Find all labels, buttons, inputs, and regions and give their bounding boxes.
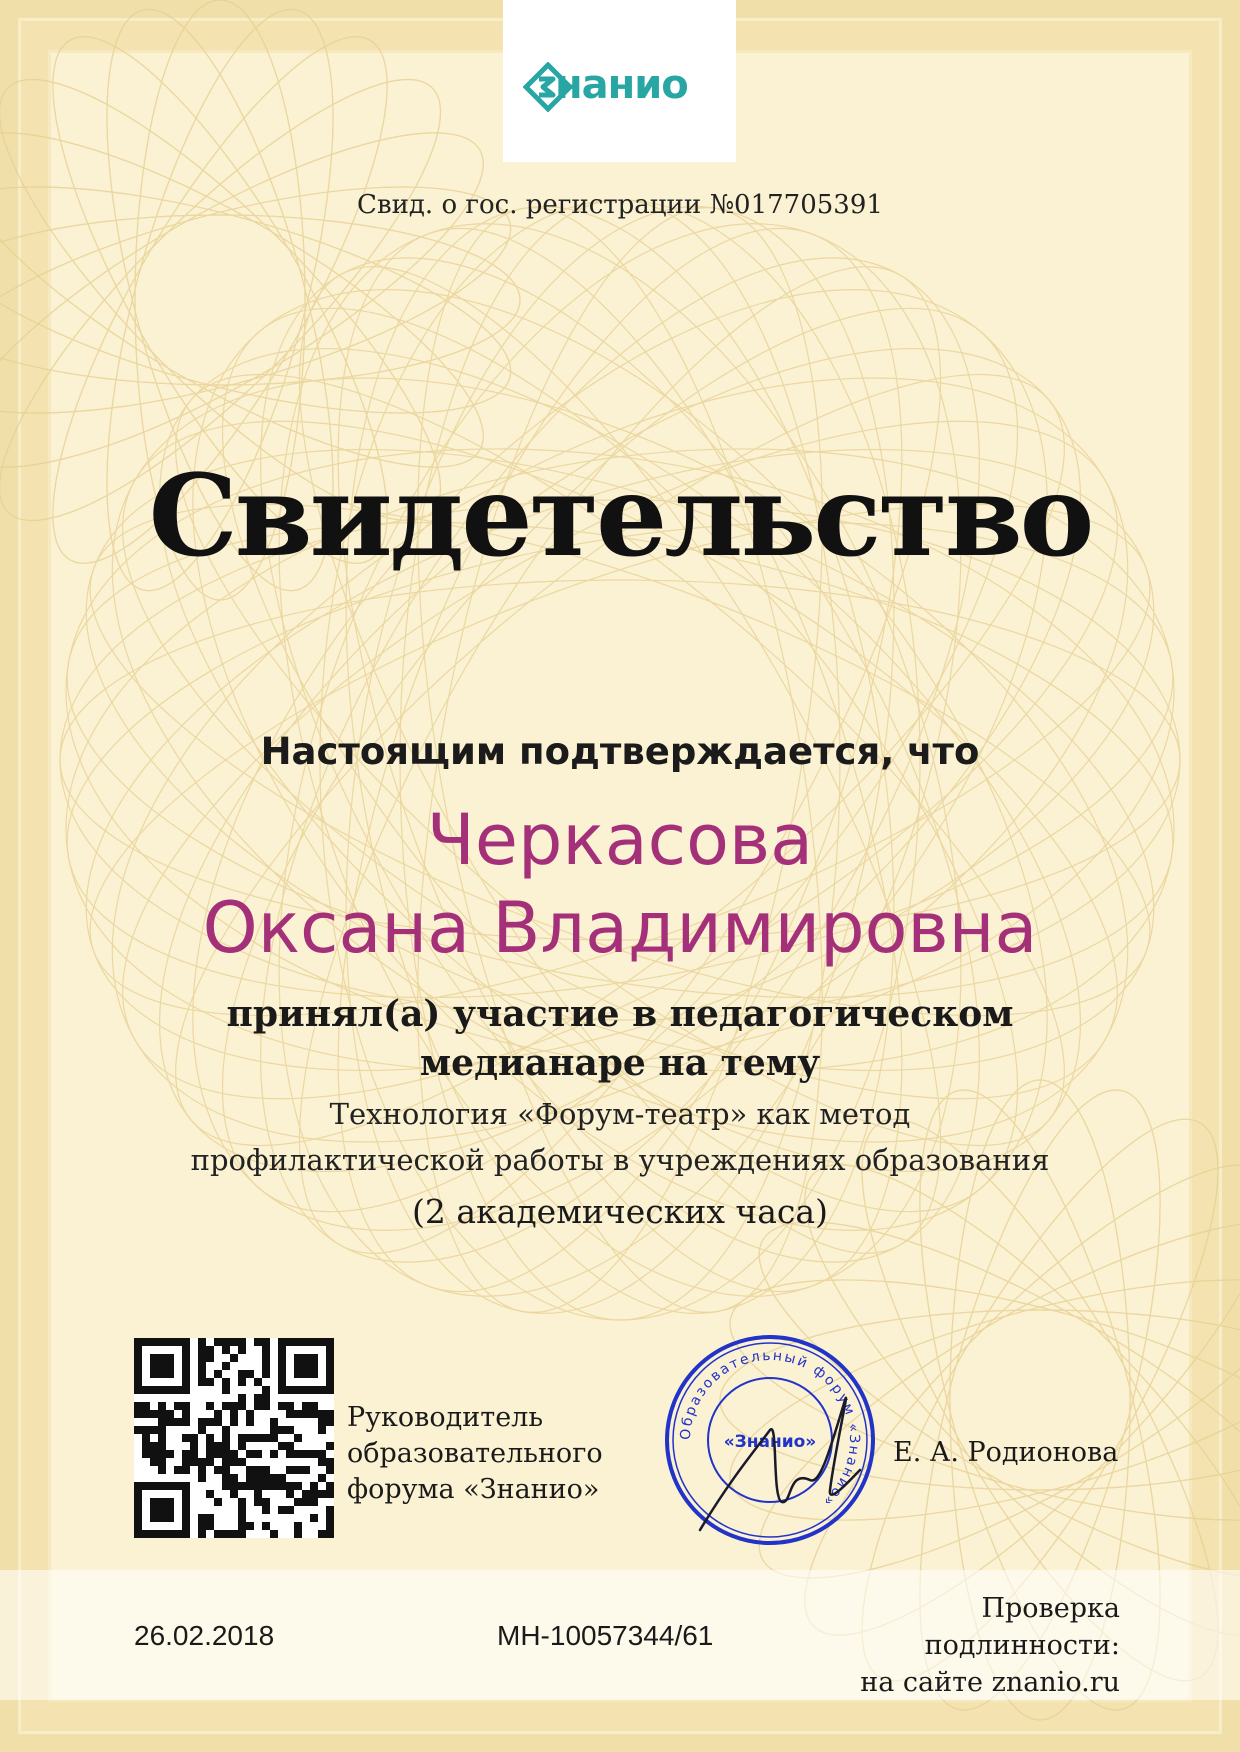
logo-text: нанио <box>555 62 688 108</box>
verification-note <box>790 1590 1120 1701</box>
verification-line: Проверка <box>981 1593 1120 1624</box>
academic-hours: (2 академических часа) <box>412 1192 828 1231</box>
confirmation-text: Настоящим подтверждается, что <box>260 730 980 773</box>
verification-line: на сайте znanio.ru <box>860 1667 1120 1698</box>
recipient-surname: Черкасова <box>426 799 814 881</box>
topic-line-2: профилактической работы в учреждениях образования <box>190 1143 1050 1177</box>
verification-line: подлинности: <box>924 1630 1120 1661</box>
participation-line-2: медианаре на тему <box>419 1042 821 1084</box>
qr-code-icon <box>134 1338 334 1538</box>
head-role-line: форума «Знанио» <box>347 1474 600 1505</box>
official-stamp <box>660 1330 880 1550</box>
recipient-given-names: Оксана Владимировна <box>202 887 1038 969</box>
head-role-line: Руководитель <box>347 1402 544 1433</box>
certificate-title: Свидетельство <box>148 451 1092 582</box>
head-role-line: образовательного <box>347 1438 603 1469</box>
head-name: Е. А. Родионова <box>893 1437 1119 1468</box>
stamp-center-text: «Знанио» <box>723 1432 817 1452</box>
certificate-code: МН-10057344/61 <box>497 1620 714 1651</box>
stamp-outer-text: Образовательный форум «Знанио» <box>677 1347 863 1511</box>
participation-line-1: принял(а) участие в педагогическом <box>226 993 1014 1035</box>
head-role <box>347 1400 603 1508</box>
topic-line-1: Технология «Форум-театр» как метод <box>329 1097 911 1131</box>
registration-number: Свид. о гос. регистрации №017705391 <box>357 190 883 220</box>
logo <box>503 0 736 162</box>
issue-date: 26.02.2018 <box>134 1620 275 1651</box>
